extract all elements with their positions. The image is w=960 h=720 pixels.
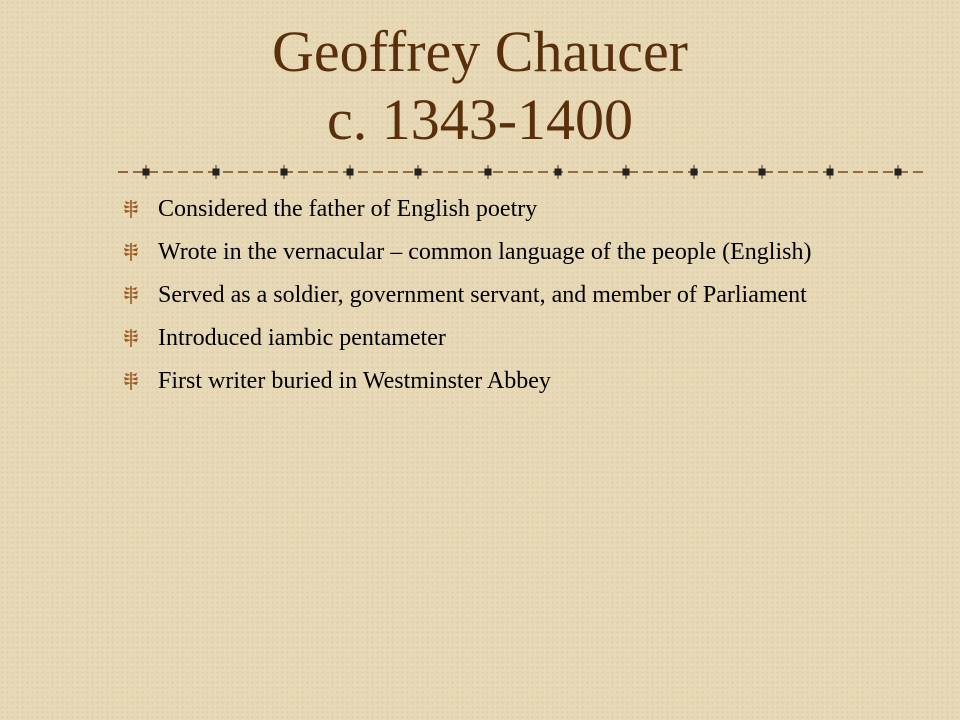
square-dot-icon — [281, 169, 288, 176]
wheat-sprig-icon — [120, 198, 142, 220]
dashed-divider-line — [118, 160, 928, 184]
square-dot-icon — [623, 169, 630, 176]
wheat-sprig-icon — [120, 241, 142, 263]
bullet-item — [120, 193, 920, 226]
wheat-sprig-icon — [120, 370, 142, 392]
bullet-text: Introduced iambic pentameter — [158, 325, 446, 351]
bullet-text: Considered the father of English poetry — [158, 196, 538, 222]
square-dot-icon — [213, 169, 220, 176]
bullet-item — [120, 279, 920, 312]
square-dot-icon — [555, 169, 562, 176]
bullet-list — [120, 193, 920, 408]
square-dot-icon — [895, 169, 902, 176]
title-name: Geoffrey Chaucer — [272, 19, 688, 84]
square-dot-icon — [759, 169, 766, 176]
bullet-item — [120, 236, 920, 269]
bullet-text: Served as a soldier, government servant, and member of Parliament — [158, 282, 807, 308]
bullet-text: Wrote in the vernacular – common language of the people (English) — [158, 239, 812, 265]
wheat-sprig-icon — [120, 284, 142, 306]
title-dates: c. 1343-1400 — [326, 87, 634, 152]
slide-title — [0, 18, 960, 154]
title-divider — [118, 160, 928, 184]
square-dot-icon — [691, 169, 698, 176]
bullet-text: First writer buried in Westminster Abbey — [158, 368, 551, 394]
square-dot-icon — [485, 169, 492, 176]
wheat-sprig-icon — [120, 327, 142, 349]
square-dot-icon — [415, 169, 422, 176]
square-dot-icon — [827, 169, 834, 176]
square-dot-icon — [143, 169, 150, 176]
bullet-item — [120, 322, 920, 355]
square-dot-icon — [347, 169, 354, 176]
bullet-item — [120, 365, 920, 398]
